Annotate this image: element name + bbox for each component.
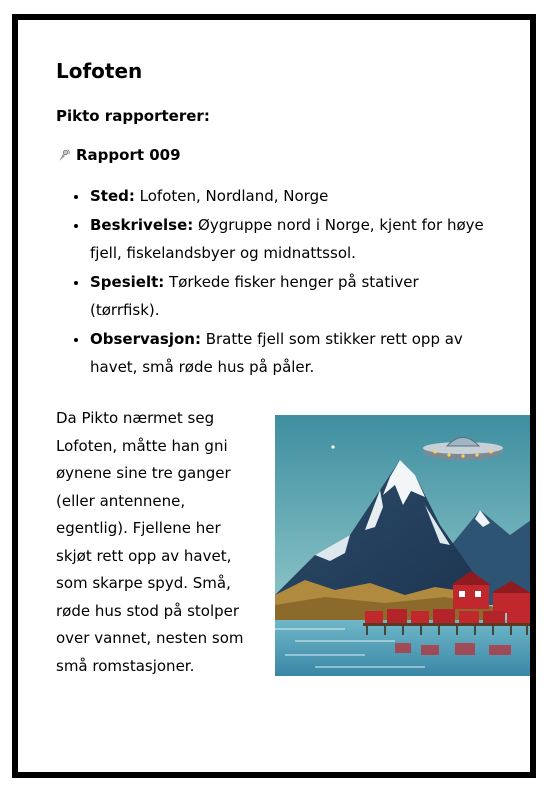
page-title: Lofoten — [56, 59, 143, 83]
list-item: Beskrivelse: Øygruppe nord i Norge, kjent for høye fjell, fiskelandsbyer og midnattssol. — [90, 211, 492, 268]
antenna-icon — [56, 147, 72, 163]
report-content — [56, 58, 492, 382]
list-item: Spesielt: Tørkede fisker henger på stativer (tørrfisk). — [90, 268, 492, 325]
report-number: Rapport 009 — [76, 146, 181, 164]
reporter-line: Pikto rapporterer: — [56, 107, 210, 125]
story-paragraph: Da Pikto nærmet seg Lofoten, måtte han gni øynene sine tre ganger (eller antennene, egentlig). Fjellene her skjøt rett opp av havet, som skarpe spyd. Små, røde hus stod på stolper over vannet, nesten som små romstasjoner. — [56, 409, 244, 675]
page-frame — [12, 14, 536, 778]
lofoten-ufo-illustration — [275, 415, 531, 676]
report-heading — [56, 144, 492, 166]
list-item: Sted: Lofoten, Nordland, Norge — [90, 182, 492, 211]
details-list — [56, 182, 492, 382]
list-item: Observasjon: Bratte fjell som stikker rett opp av havet, små røde hus på påler. — [90, 325, 492, 382]
